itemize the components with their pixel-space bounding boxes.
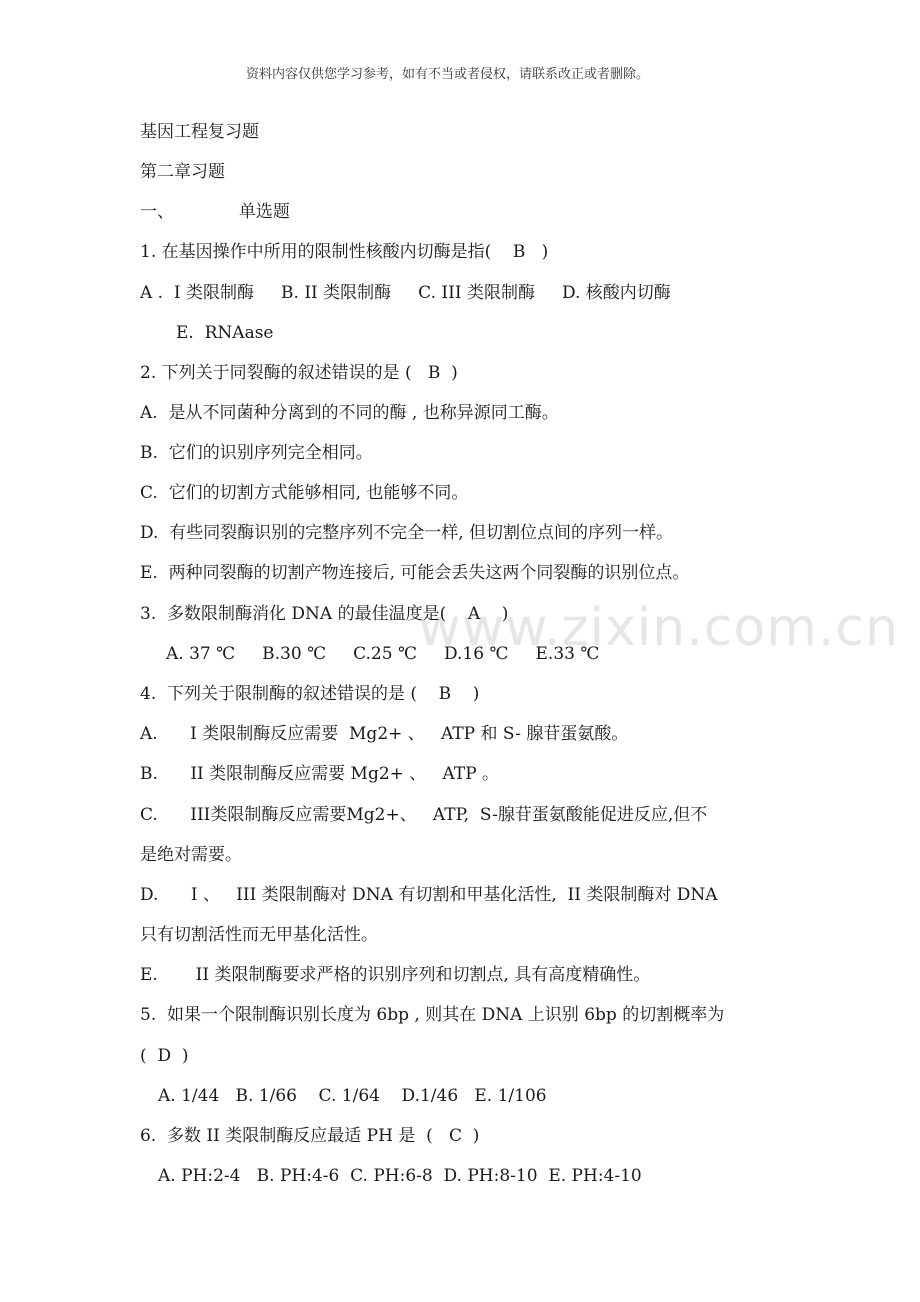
question-1: 1. 在基因操作中所用的限制性核酸内切酶是指( B ) bbox=[140, 242, 549, 262]
question-2-option-c: C. 它们的切割方式能够相同, 也能够不同。 bbox=[140, 483, 469, 503]
question-2-option-d: D. 有些同裂酶识别的完整序列不完全一样, 但切割位点间的序列一样。 bbox=[140, 523, 674, 543]
question-6: 6. 多数 II 类限制酶反应最适 PH 是 ( C ) bbox=[140, 1126, 480, 1146]
question-4-option-d-cont: 只有切割活性而无甲基化活性。 bbox=[140, 925, 378, 945]
question-4-option-c-cont: 是绝对需要。 bbox=[140, 845, 242, 865]
question-1-options: A . I 类限制酶 B. II 类限制酶 C. III 类限制酶 D. 核酸内切酶 bbox=[140, 283, 671, 303]
question-5: 5. 如果一个限制酶识别长度为 6bp , 则其在 DNA 上识别 6bp 的切割概率为 bbox=[140, 1005, 725, 1025]
question-5-answer: ( D ) bbox=[140, 1046, 189, 1066]
question-2-option-b: B. 它们的识别序列完全相同。 bbox=[140, 443, 373, 463]
section-heading: 一、 单选题 bbox=[140, 202, 290, 222]
question-4-option-d: D. I 、 III 类限制酶对 DNA 有切割和甲基化活性, II 类限制酶对 DNA bbox=[140, 885, 718, 905]
question-3: 3. 多数限制酶消化 DNA 的最佳温度是( A ) bbox=[140, 604, 509, 624]
question-4-option-e: E. II 类限制酶要求严格的识别序列和切割点, 具有高度精确性。 bbox=[140, 965, 651, 985]
question-3-options: A. 37 ℃ B.30 ℃ C.25 ℃ D.16 ℃ E.33 ℃ bbox=[166, 644, 600, 664]
watermark: www.zixin.com.cn bbox=[418, 598, 899, 658]
question-4: 4. 下列关于限制酶的叙述错误的是 ( B ) bbox=[140, 684, 480, 704]
document-title: 基因工程复习题 bbox=[140, 122, 259, 142]
question-2: 2. 下列关于同裂酶的叙述错误的是 ( B ) bbox=[140, 363, 458, 383]
question-1-option-e: E. RNAase bbox=[176, 323, 274, 343]
question-5-options: A. 1/44 B. 1/66 C. 1/64 D.1/46 E. 1/106 bbox=[158, 1086, 547, 1106]
question-4-option-b: B. II 类限制酶反应需要 Mg2+ 、 ATP 。 bbox=[140, 764, 500, 784]
chapter-heading: 第二章习题 bbox=[140, 162, 225, 182]
question-2-option-a: A. 是从不同菌种分离到的不同的酶 , 也称异源同工酶。 bbox=[140, 403, 559, 423]
question-2-option-e: E. 两种同裂酶的切割产物连接后, 可能会丢失这两个同裂酶的识别位点。 bbox=[140, 563, 690, 583]
question-4-option-a: A. I 类限制酶反应需要 Mg2+ 、 ATP 和 S- 腺苷蛋氨酸。 bbox=[140, 724, 629, 744]
question-6-options: A. PH:2-4 B. PH:4-6 C. PH:6-8 D. PH:8-10 E. PH:4-10 bbox=[158, 1166, 642, 1186]
question-4-option-c: C. III类限制酶反应需要Mg2+、 ATP, S-腺苷蛋氨酸能促进反应,但不 bbox=[140, 805, 708, 825]
page-header-notice: 资料内容仅供您学习参考，如有不当或者侵权，请联系改正或者删除。 bbox=[246, 67, 650, 82]
